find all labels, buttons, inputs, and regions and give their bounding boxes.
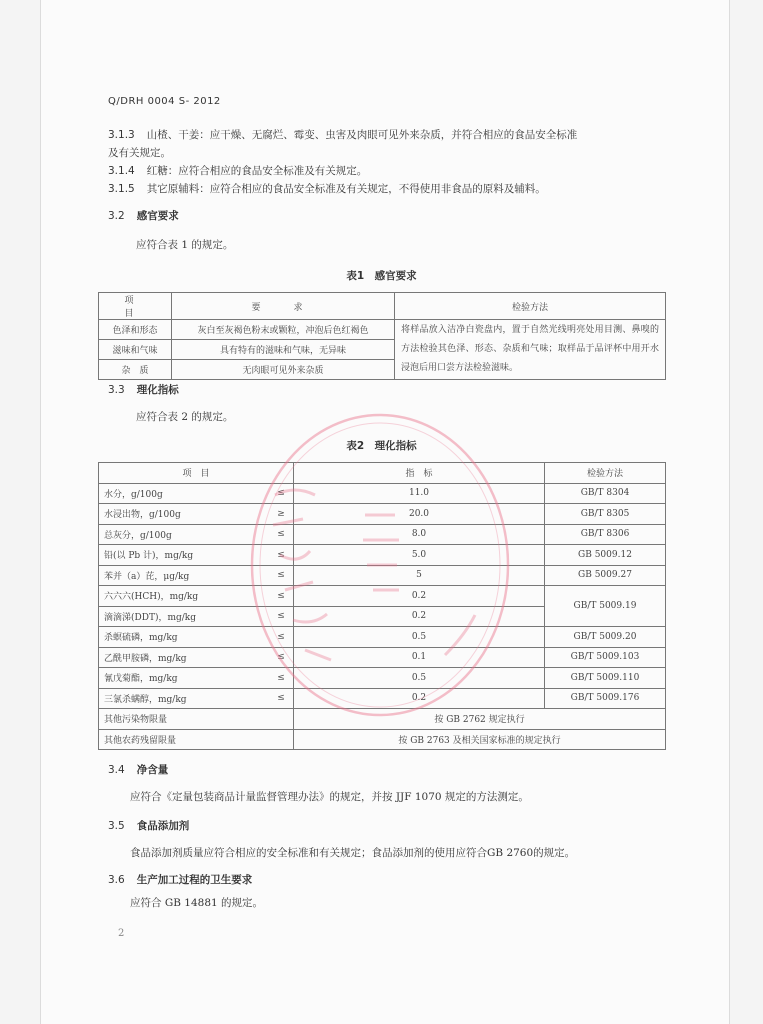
table2-value: 0.5 xyxy=(294,627,545,648)
table-row xyxy=(99,586,666,607)
table2-caption: 表2 理化指标 xyxy=(346,440,417,452)
table-row xyxy=(99,320,666,340)
clause-3-1-5: 3.1.5 其它原辅料：应符合相应的食品安全标准及有关规定，不得使用非食品的原料及辅料。 xyxy=(108,183,546,195)
table2-method: GB/T 8306 xyxy=(545,524,666,545)
section-3-6-body: 应符合 GB 14881 的规定。 xyxy=(130,897,264,909)
table2-operator: ≤ xyxy=(269,688,294,709)
table2-value: 0.1 xyxy=(294,647,545,668)
table2-method: GB 5009.27 xyxy=(545,565,666,586)
table-row xyxy=(99,668,666,689)
table2-operator: ≤ xyxy=(269,627,294,648)
table2-other-item: 其他污染物限量 xyxy=(99,709,294,730)
table2-operator: ≥ xyxy=(269,504,294,525)
table1-header-row xyxy=(99,293,666,320)
section-3-2-body: 应符合表 1 的规定。 xyxy=(136,239,234,251)
table2-operator: ≤ xyxy=(269,545,294,566)
section-3-5-heading: 3.5 食品添加剂 xyxy=(108,820,190,832)
table2-value: 0.5 xyxy=(294,668,545,689)
clause-3-1-3-cont: 及有关规定。 xyxy=(108,147,171,159)
table1-method: 将样品放入洁净白瓷盘内，置于自然光线明亮处用目测、鼻嗅的方法检验其色泽、形态、杂质和气味；取样品于品评杯中用开水浸泡后用口尝方法检验滋味。 xyxy=(395,320,666,380)
table-row xyxy=(99,545,666,566)
section-3-4-body: 应符合《定量包装商品计量监督管理办法》的规定，并按 JJF 1070 规定的方法测定。 xyxy=(130,791,529,803)
table2-item: 杀螟硫磷，mg/kg xyxy=(99,627,270,648)
table1-caption: 表1 感官要求 xyxy=(346,270,417,282)
table2-operator: ≤ xyxy=(269,565,294,586)
table2-item: 总灰分，g/100g xyxy=(99,524,270,545)
table1-header-item: 项 目 xyxy=(99,293,172,320)
table1-header-method: 检验方法 xyxy=(395,293,666,320)
table2-method: GB 5009.12 xyxy=(545,545,666,566)
table2-method: GB/T 8305 xyxy=(545,504,666,525)
table2-method: GB/T 8304 xyxy=(545,483,666,504)
table-row xyxy=(99,524,666,545)
table2-header-method: 检验方法 xyxy=(545,463,666,484)
table-row xyxy=(99,729,666,750)
table-row xyxy=(99,647,666,668)
table2-header-row xyxy=(99,463,666,484)
table2-value: 0.2 xyxy=(294,688,545,709)
table2-item: 三氯杀螨醇，mg/kg xyxy=(99,688,270,709)
section-3-2-heading: 3.2 感官要求 xyxy=(108,210,179,222)
table2-operator: ≤ xyxy=(269,483,294,504)
table1-item: 滋味和气味 xyxy=(99,340,172,360)
clause-3-1-4: 3.1.4 红糖：应符合相应的食品安全标准及有关规定。 xyxy=(108,165,368,177)
table2-other-rule: 按 GB 2763 及相关国家标准的规定执行 xyxy=(294,729,666,750)
table2-other-item: 其他农药残留限量 xyxy=(99,729,294,750)
table2-item: 水浸出物，g/100g xyxy=(99,504,270,525)
table2-operator: ≤ xyxy=(269,524,294,545)
table2-value: 0.2 xyxy=(294,586,545,607)
table2-item: 水分，g/100g xyxy=(99,483,270,504)
section-3-5-body: 食品添加剂质量应符合相应的安全标准和有关规定；食品添加剂的使用应符合GB 2760的规定。 xyxy=(130,847,576,859)
table2-value: 8.0 xyxy=(294,524,545,545)
table2-value: 5 xyxy=(294,565,545,586)
table-row xyxy=(99,483,666,504)
table2-value: 20.0 xyxy=(294,504,545,525)
section-3-4-heading: 3.4 净含量 xyxy=(108,764,169,776)
table2-operator: ≤ xyxy=(269,668,294,689)
table2-operator: ≤ xyxy=(269,606,294,627)
table2-item: 氰戊菊酯，mg/kg xyxy=(99,668,270,689)
table2-item: 滴滴涕(DDT)，mg/kg xyxy=(99,606,270,627)
table-sensory xyxy=(98,292,666,380)
table2-method: GB/T 5009.103 xyxy=(545,647,666,668)
table-row xyxy=(99,627,666,648)
table2-value: 11.0 xyxy=(294,483,545,504)
table2-item: 乙酰甲胺磷，mg/kg xyxy=(99,647,270,668)
document-code: Q/DRH 0004 S- 2012 xyxy=(108,96,221,107)
table1-item: 杂 质 xyxy=(99,360,172,380)
table1-requirement: 具有特有的滋味和气味，无异味 xyxy=(172,340,395,360)
table-row xyxy=(99,504,666,525)
table2-header-item: 项 目 xyxy=(99,463,294,484)
table1-header-requirement: 要 求 xyxy=(172,293,395,320)
table2-item: 六六六(HCH)，mg/kg xyxy=(99,586,270,607)
table2-method: GB/T 5009.20 xyxy=(545,627,666,648)
page-number: 2 xyxy=(118,928,125,939)
table2-other-rule: 按 GB 2762 规定执行 xyxy=(294,709,666,730)
table2-operator: ≤ xyxy=(269,586,294,607)
clause-3-1-3: 3.1.3 山楂、干姜：应干燥、无腐烂、霉变、虫害及肉眼可见外来杂质，并符合相应的食品安全标准 xyxy=(108,129,578,141)
table2-method: GB/T 5009.110 xyxy=(545,668,666,689)
table1-requirement: 灰白至灰褐色粉末或颗粒，冲泡后色红褐色 xyxy=(172,320,395,340)
table2-item: 苯并（a）芘，μg/kg xyxy=(99,565,270,586)
table2-value: 5.0 xyxy=(294,545,545,566)
table1-item: 色泽和形态 xyxy=(99,320,172,340)
table-row xyxy=(99,688,666,709)
table-row xyxy=(99,709,666,730)
table2-header-index: 指 标 xyxy=(294,463,545,484)
table2-method: GB/T 5009.19 xyxy=(545,586,666,627)
table2-method: GB/T 5009.176 xyxy=(545,688,666,709)
table1-requirement: 无肉眼可见外来杂质 xyxy=(172,360,395,380)
table2-value: 0.2 xyxy=(294,606,545,627)
table2-operator: ≤ xyxy=(269,647,294,668)
section-3-3-body: 应符合表 2 的规定。 xyxy=(136,411,234,423)
table-physicochemical xyxy=(98,462,666,750)
table2-item: 铅(以 Pb 计)，mg/kg xyxy=(99,545,270,566)
section-3-6-heading: 3.6 生产加工过程的卫生要求 xyxy=(108,874,253,886)
section-3-3-heading: 3.3 理化指标 xyxy=(108,384,179,396)
table-row xyxy=(99,565,666,586)
